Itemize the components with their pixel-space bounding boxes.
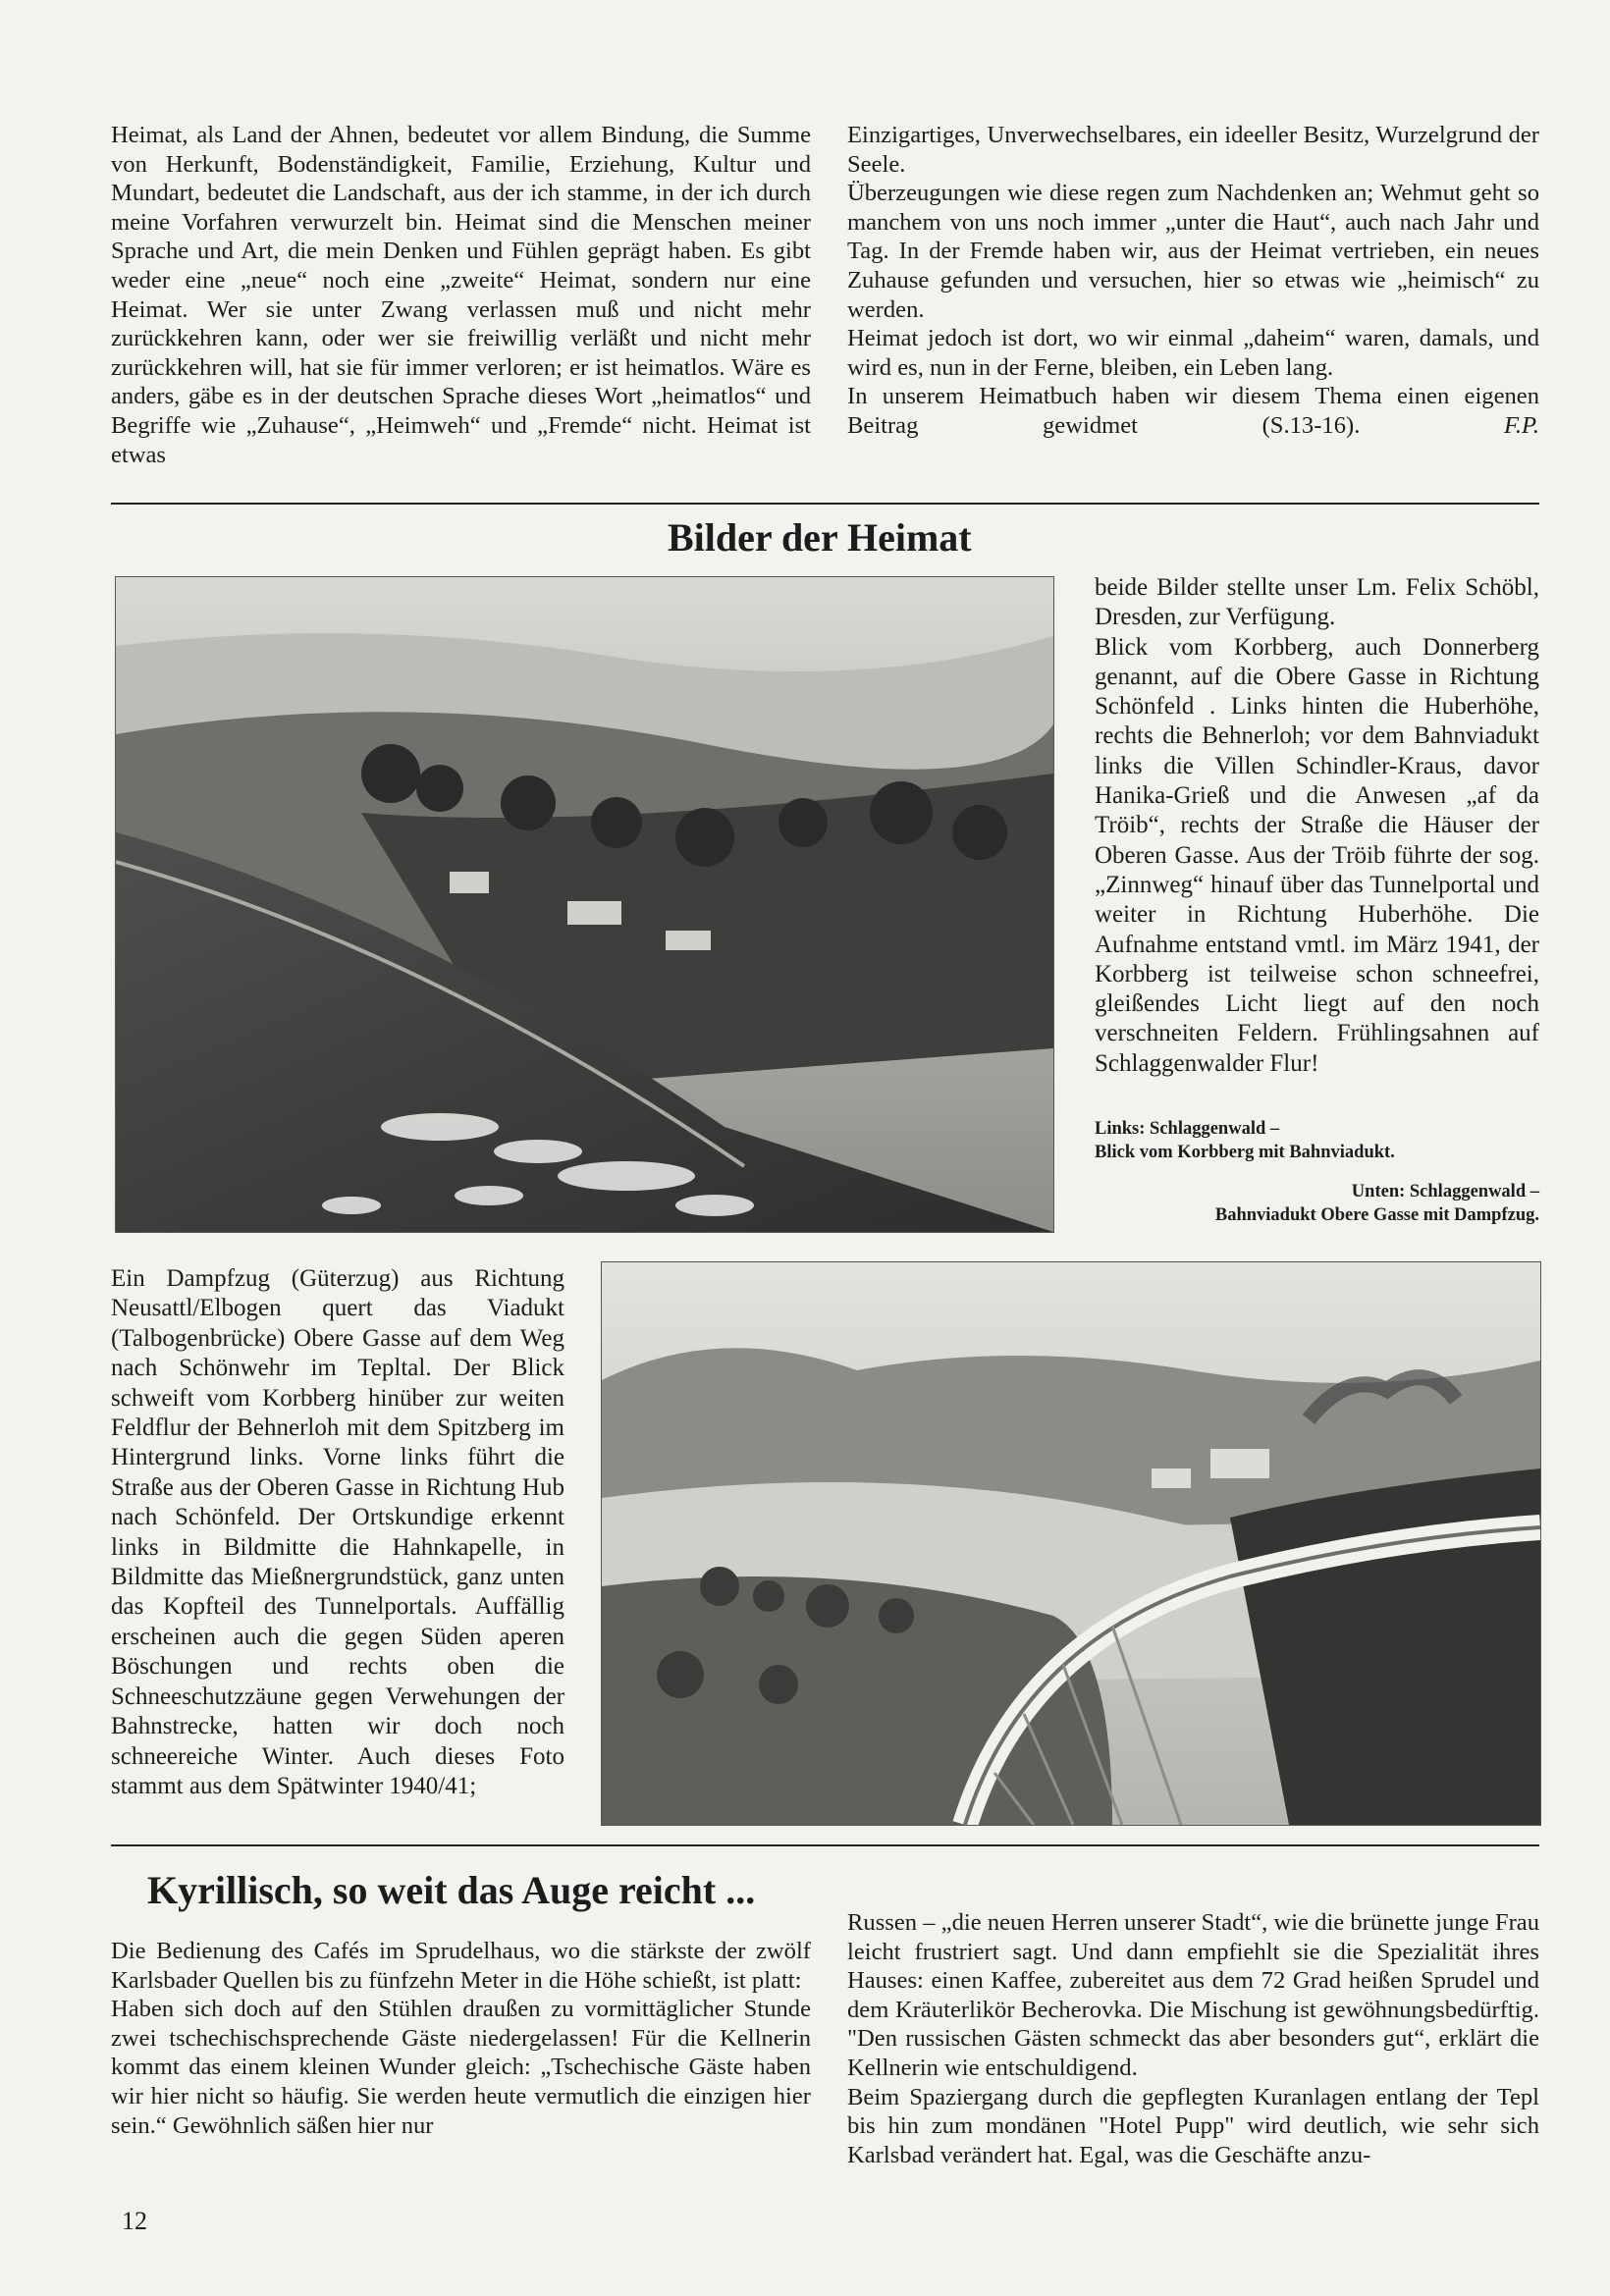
intro-left-text: Heimat, als Land der Ahnen, bedeutet vor allem Bindung, die Summe von Herkunft, Bodenständigkeit, Familie, Erziehung, Kultur und Mundart, bedeutet die Landschaft, aus der ich stamme, in der ich durch meine Vorfahren verwurzelt bin. Heimat sind die Menschen meiner Sprache und Art, die mein Denken und Fühlen geprägt haben. Es gibt weder eine „neue“ noch eine „zweite“ Heimat, sondern nur eine Heimat. Wer sie unter Zwang verlassen muß und nicht mehr zurückkehren kann, oder wer sie freiwillig verläßt und nicht mehr zurückkehren will, hat sie für immer verloren; er ist heimatlos. Wäre es anders, gäbe es in der deutschen Sprache dieses Wort „heimatlos“ und Begriffe wie „Zuhause“, „Heimweh“ und „Fremde“ nicht. Heimat ist etwas <box>111 122 811 468</box>
kyrill-paragraph: Russen – „die neuen Herren unserer Stadt“, wie die brünette junge Frau leicht frustriert sagt. Und dann empfiehlt sie die Spezialität ihres Hauses: einen Kaffee, zubereitet aus dem 72 Grad heißen Sprudel und dem Kräuterlikör Becherovka. Die Mischung ist gewöhnungsbedürftig. "Den russischen Gästen schmeckt das aber besonders gut“, erklärt die Kellnerin wie entschuldigend. <box>847 1909 1539 2081</box>
bilder-description: Blick vom Korbberg, auch Donnerberg genannt, auf die Obere Gasse in Richtung Schönfeld . Links hinten die Huberhöhe, rechts die Behnerloh; vor dem Bahnviadukt links die Villen Schindler-Kraus, davor Hanika-Grieß und die Anwesen „af da Tröib“, rechts der Straße die Häuser der Oberen Gasse. Aus der Tröib führte der sog. „Zinnweg“ hinauf über das Tunnelportal und weiter in Richtung Huberhöhe. Die Aufnahme entstand vmtl. im März 1941, der Korbberg ist teilweise schon schneefrei, gleißendes Licht liegt auf den noch verschneiten Feldern. Frühlingsahnen auf Schlaggenwalder Flur! <box>1095 633 1539 1077</box>
caption-line: Bahnviadukt Obere Gasse mit Dampfzug. <box>1214 1205 1539 1225</box>
caption-line: Unten: Schlaggenwald – <box>1351 1182 1539 1201</box>
signature: F.P. <box>1503 411 1539 439</box>
korbberg-photo <box>115 576 1054 1233</box>
intro-left-column <box>111 121 811 469</box>
kyrill-title: Kyrillisch, so weit das Auge reicht ... <box>147 1868 756 1912</box>
kyrill-left-column <box>111 1937 811 2140</box>
kyrill-paragraph: Haben sich doch auf den Stühlen draußen zu vormittäglicher Stunde zwei tschechischsprechende Gäste niedergelassen! Für die Kellnerin kommt das einem kleinen Wunder gleich: „Tschechische Gäste haben wir hier nicht so häufig. Sie werden heute vermutlich die einzigen hier sein.“ Gewöhnlich säßen hier nur <box>111 1996 811 2139</box>
intro-paragraph <box>847 382 1539 440</box>
intro-right-column <box>847 121 1539 441</box>
viaduct-photo <box>601 1261 1541 1826</box>
caption-bottom-photo <box>1060 1180 1539 1227</box>
intro-paragraph: Heimat jedoch ist dort, wo wir einmal „daheim“ waren, damals, und wird es, nun in der Ferne, bleiben, ein Leben lang. <box>847 325 1539 381</box>
intro-paragraph: Einzigartiges, Unverwechselbares, ein ideeller Besitz, Wurzelgrund der Seele. <box>847 122 1539 178</box>
kyrill-paragraph: Beim Spaziergang durch die gepflegten Kuranlagen entlang der Tepl bis hin zum mondänen "Hotel Pupp" wird deutlich, wie sehr sich Karlsbad verändert hat. Egal, was die Geschäfte anzu- <box>847 2083 1539 2168</box>
caption-left-photo <box>1095 1117 1539 1164</box>
kyrill-paragraph: Die Bedienung des Cafés im Sprudelhaus, wo die stärkste der zwölf Karlsbader Quellen bis zu fünfzehn Meter in die Höhe schießt, ist platt: <box>111 1938 811 1994</box>
bilder-title: Bilder der Heimat <box>668 515 972 560</box>
bilder-credit: beide Bilder stellte unser Lm. Felix Schöbl, Dresden, zur Verfügung. <box>1095 574 1539 631</box>
section-divider <box>111 503 1539 505</box>
intro-paragraph: Überzeugungen wie diese regen zum Nachdenken an; Wehmut geht so manchem von uns noch immer „unter die Haut“, auch nach Jahr und Tag. In der Fremde haben wir, aus der Heimat vertrieben, ein neues Zuhause gefunden und versuchen, hier so etwas wie „heimisch“ zu werden. <box>847 180 1539 323</box>
caption-line: Blick vom Korbberg mit Bahnviadukt. <box>1095 1143 1395 1162</box>
bilder-right-column <box>1095 573 1539 1079</box>
caption-line: Links: Schlaggenwald – <box>1095 1119 1280 1139</box>
bilder-left-column <box>111 1264 564 1801</box>
bilder-left-text: Ein Dampfzug (Güterzug) aus Richtung Neusattl/Elbogen quert das Viadukt (Talbogenbrücke) Obere Gasse auf dem Weg nach Schönwehr im Tepltal. Der Blick schweift vom Korbberg hinüber zur weiten Feldflur der Behnerloh mit dem Spitzberg im Hintergrund links. Vorne links führt die Straße aus der Oberen Gasse in Richtung Hub nach Schönfeld. Der Ortskundige erkennt links in Bildmitte die Hahnkapelle, in Bildmitte das Mießnergrundstück, ganz unten das Kopfteil des Tunnelportals. Auffällig erscheinen auch die gegen Süden aperen Böschungen und rechts oben die Schneeschutzzäune gegen Verwehungen der Bahnstrecke, hatten wir doch noch schneereiche Winter. Auch dieses Foto stammt aus dem Spätwinter 1940/41; <box>111 1265 564 1799</box>
kyrill-right-column <box>847 1908 1539 2169</box>
section-divider <box>111 1844 1539 1846</box>
page-number: 12 <box>122 2207 147 2235</box>
intro-last-paragraph: In unserem Heimatbuch haben wir diesem Thema einen eigenen Beitrag gewidmet (S.13-16). <box>847 383 1539 439</box>
